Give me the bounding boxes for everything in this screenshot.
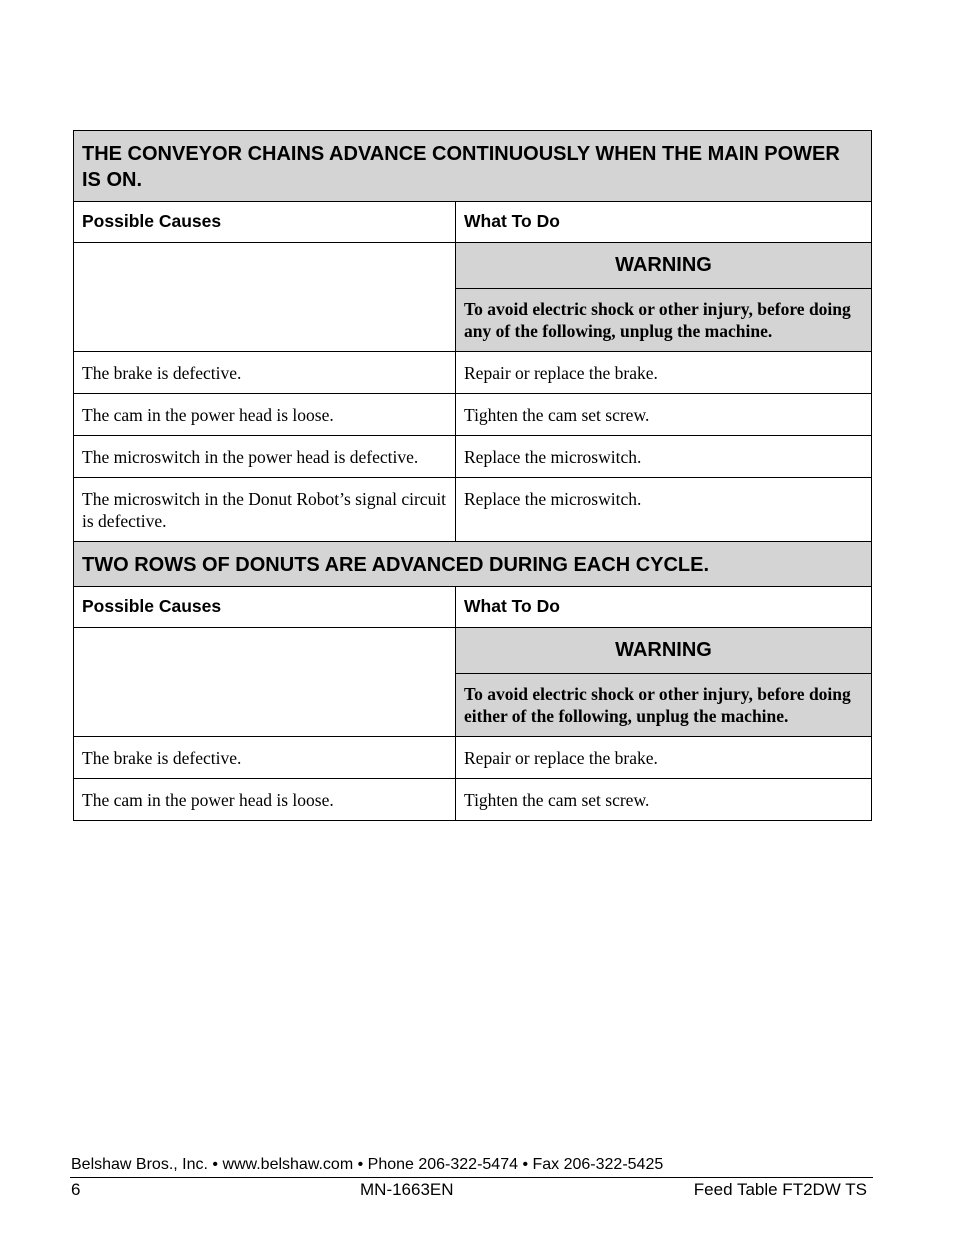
table-row [74, 737, 872, 779]
column-header-causes: Possible Causes [74, 587, 456, 628]
cause-cell: The cam in the power head is loose. [74, 394, 456, 436]
warning-row [74, 243, 872, 352]
column-header-row [74, 587, 872, 628]
cause-cell: The brake is defective. [74, 352, 456, 394]
warning-text: To avoid electric shock or other injury, before doing any of the following, unplug the machine. [456, 289, 871, 351]
table-row [74, 352, 872, 394]
todo-cell: Repair or replace the brake. [456, 737, 872, 779]
doc-number: MN-1663EN [360, 1180, 454, 1199]
todo-cell: Tighten the cam set screw. [456, 394, 872, 436]
empty-cell [74, 628, 456, 737]
warning-box [456, 628, 872, 737]
footer-contact: Belshaw Bros., Inc. • www.belshaw.com • Phone 206-322-5474 • Fax 206-322-5425 [71, 1156, 664, 1173]
todo-cell: Replace the microswitch. [456, 436, 872, 478]
cause-cell: The cam in the power head is loose. [74, 779, 456, 821]
cause-cell: The microswitch in the Donut Robot’s signal circuit is defective. [74, 478, 456, 542]
table-row [74, 478, 872, 542]
warning-box [456, 243, 872, 352]
table-row [74, 779, 872, 821]
warning-text: To avoid electric shock or other injury, before doing either of the following, unplug the machine. [456, 674, 871, 736]
todo-cell: Repair or replace the brake. [456, 352, 872, 394]
section-header-row [74, 131, 872, 202]
warning-row [74, 628, 872, 737]
page-footer [70, 1155, 873, 1202]
cause-cell: The microswitch in the power head is defective. [74, 436, 456, 478]
footer-bottom [70, 1178, 873, 1202]
column-header-row [74, 202, 872, 243]
column-header-todo: What To Do [456, 587, 872, 628]
section-title: TWO ROWS OF DONUTS ARE ADVANCED DURING EACH CYCLE. [74, 542, 872, 587]
troubleshooting-table [73, 130, 872, 821]
table-row [74, 394, 872, 436]
page-number: 6 [71, 1180, 81, 1199]
column-header-todo: What To Do [456, 202, 872, 243]
warning-title: WARNING [456, 243, 871, 289]
cause-cell: The brake is defective. [74, 737, 456, 779]
empty-cell [74, 243, 456, 352]
column-header-causes: Possible Causes [74, 202, 456, 243]
table-row [74, 436, 872, 478]
todo-cell: Tighten the cam set screw. [456, 779, 872, 821]
product-name: Feed Table FT2DW TS [693, 1180, 867, 1199]
section-header-row [74, 542, 872, 587]
section-title: THE CONVEYOR CHAINS ADVANCE CONTINUOUSLY WHEN THE MAIN POWER IS ON. [74, 131, 872, 202]
warning-title: WARNING [456, 628, 871, 674]
todo-cell: Replace the microswitch. [456, 478, 872, 542]
